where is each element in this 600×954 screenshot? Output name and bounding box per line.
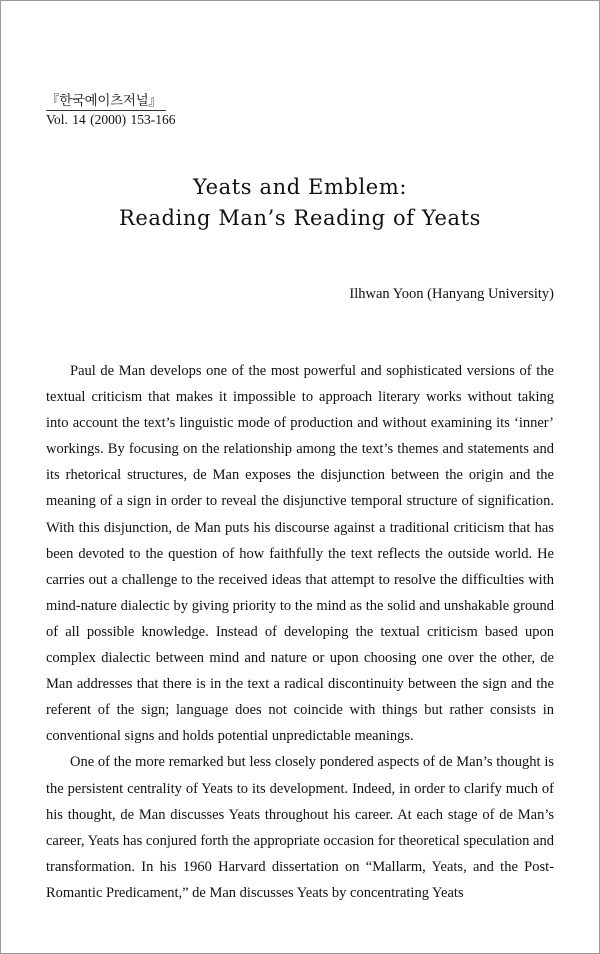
article-body (46, 358, 554, 906)
journal-header (46, 92, 176, 129)
article-title (40, 172, 560, 234)
paragraph: One of the more remarked but less closely pondered aspects of de Man’s thought is the persistent centrality of Yeats to its development. Indeed, in order to clarify much of his thought, de Man discusses Yeats throughout his career. At each stage of de Man’s career, Yeats has conjured forth the appropriate occasion for theoretical speculation and transformation. In his 1960 Harvard dissertation on “Mallarm, Yeats, and the Post-Romantic Predicament,” de Man discusses Yeats by concentrating Yeats (46, 754, 554, 901)
journal-citation: Vol. 14 (2000) 153-166 (46, 112, 176, 127)
journal-name: 『한국예이츠저널』 (46, 92, 166, 111)
paragraph: Paul de Man develops one of the most powerful and sophisticated versions of the textual criticism that makes it impossible to approach literary works without taking into account the text’s linguistic mode of production and without examining its ‘inner’ workings. By focusing on the relationship among the text’s themes and statements and its rhetorical structures, de Man exposes the disjunction between the origin and the meaning of a sign in order to reveal the disjunctive temporal structure of signification. With this disjunction, de Man puts his discourse against a traditional criticism that has been devoted to the question of how faithfully the text reflects the outside world. He carries out a challenge to the received ideas that attempt to resolve the difficulties with mind-nature dialectic by giving priority to the mind as the solid and unshakable ground of all possible knowledge. Instead of developing the textual criticism based upon complex dialectic between mind and nature or upon choosing one over the other, de Man addresses that there is in the text a radical discontinuity between the sign and the referent of the sign; language does not coincide with things but rather consists in conventional signs and holds potential unpredictable meanings. (46, 363, 554, 745)
author-byline: Ilhwan Yoon (Hanyang University) (349, 286, 554, 302)
title-line-2: Reading Man’s Reading of Yeats (118, 206, 482, 230)
title-line-1: Yeats and Emblem: (192, 175, 408, 199)
